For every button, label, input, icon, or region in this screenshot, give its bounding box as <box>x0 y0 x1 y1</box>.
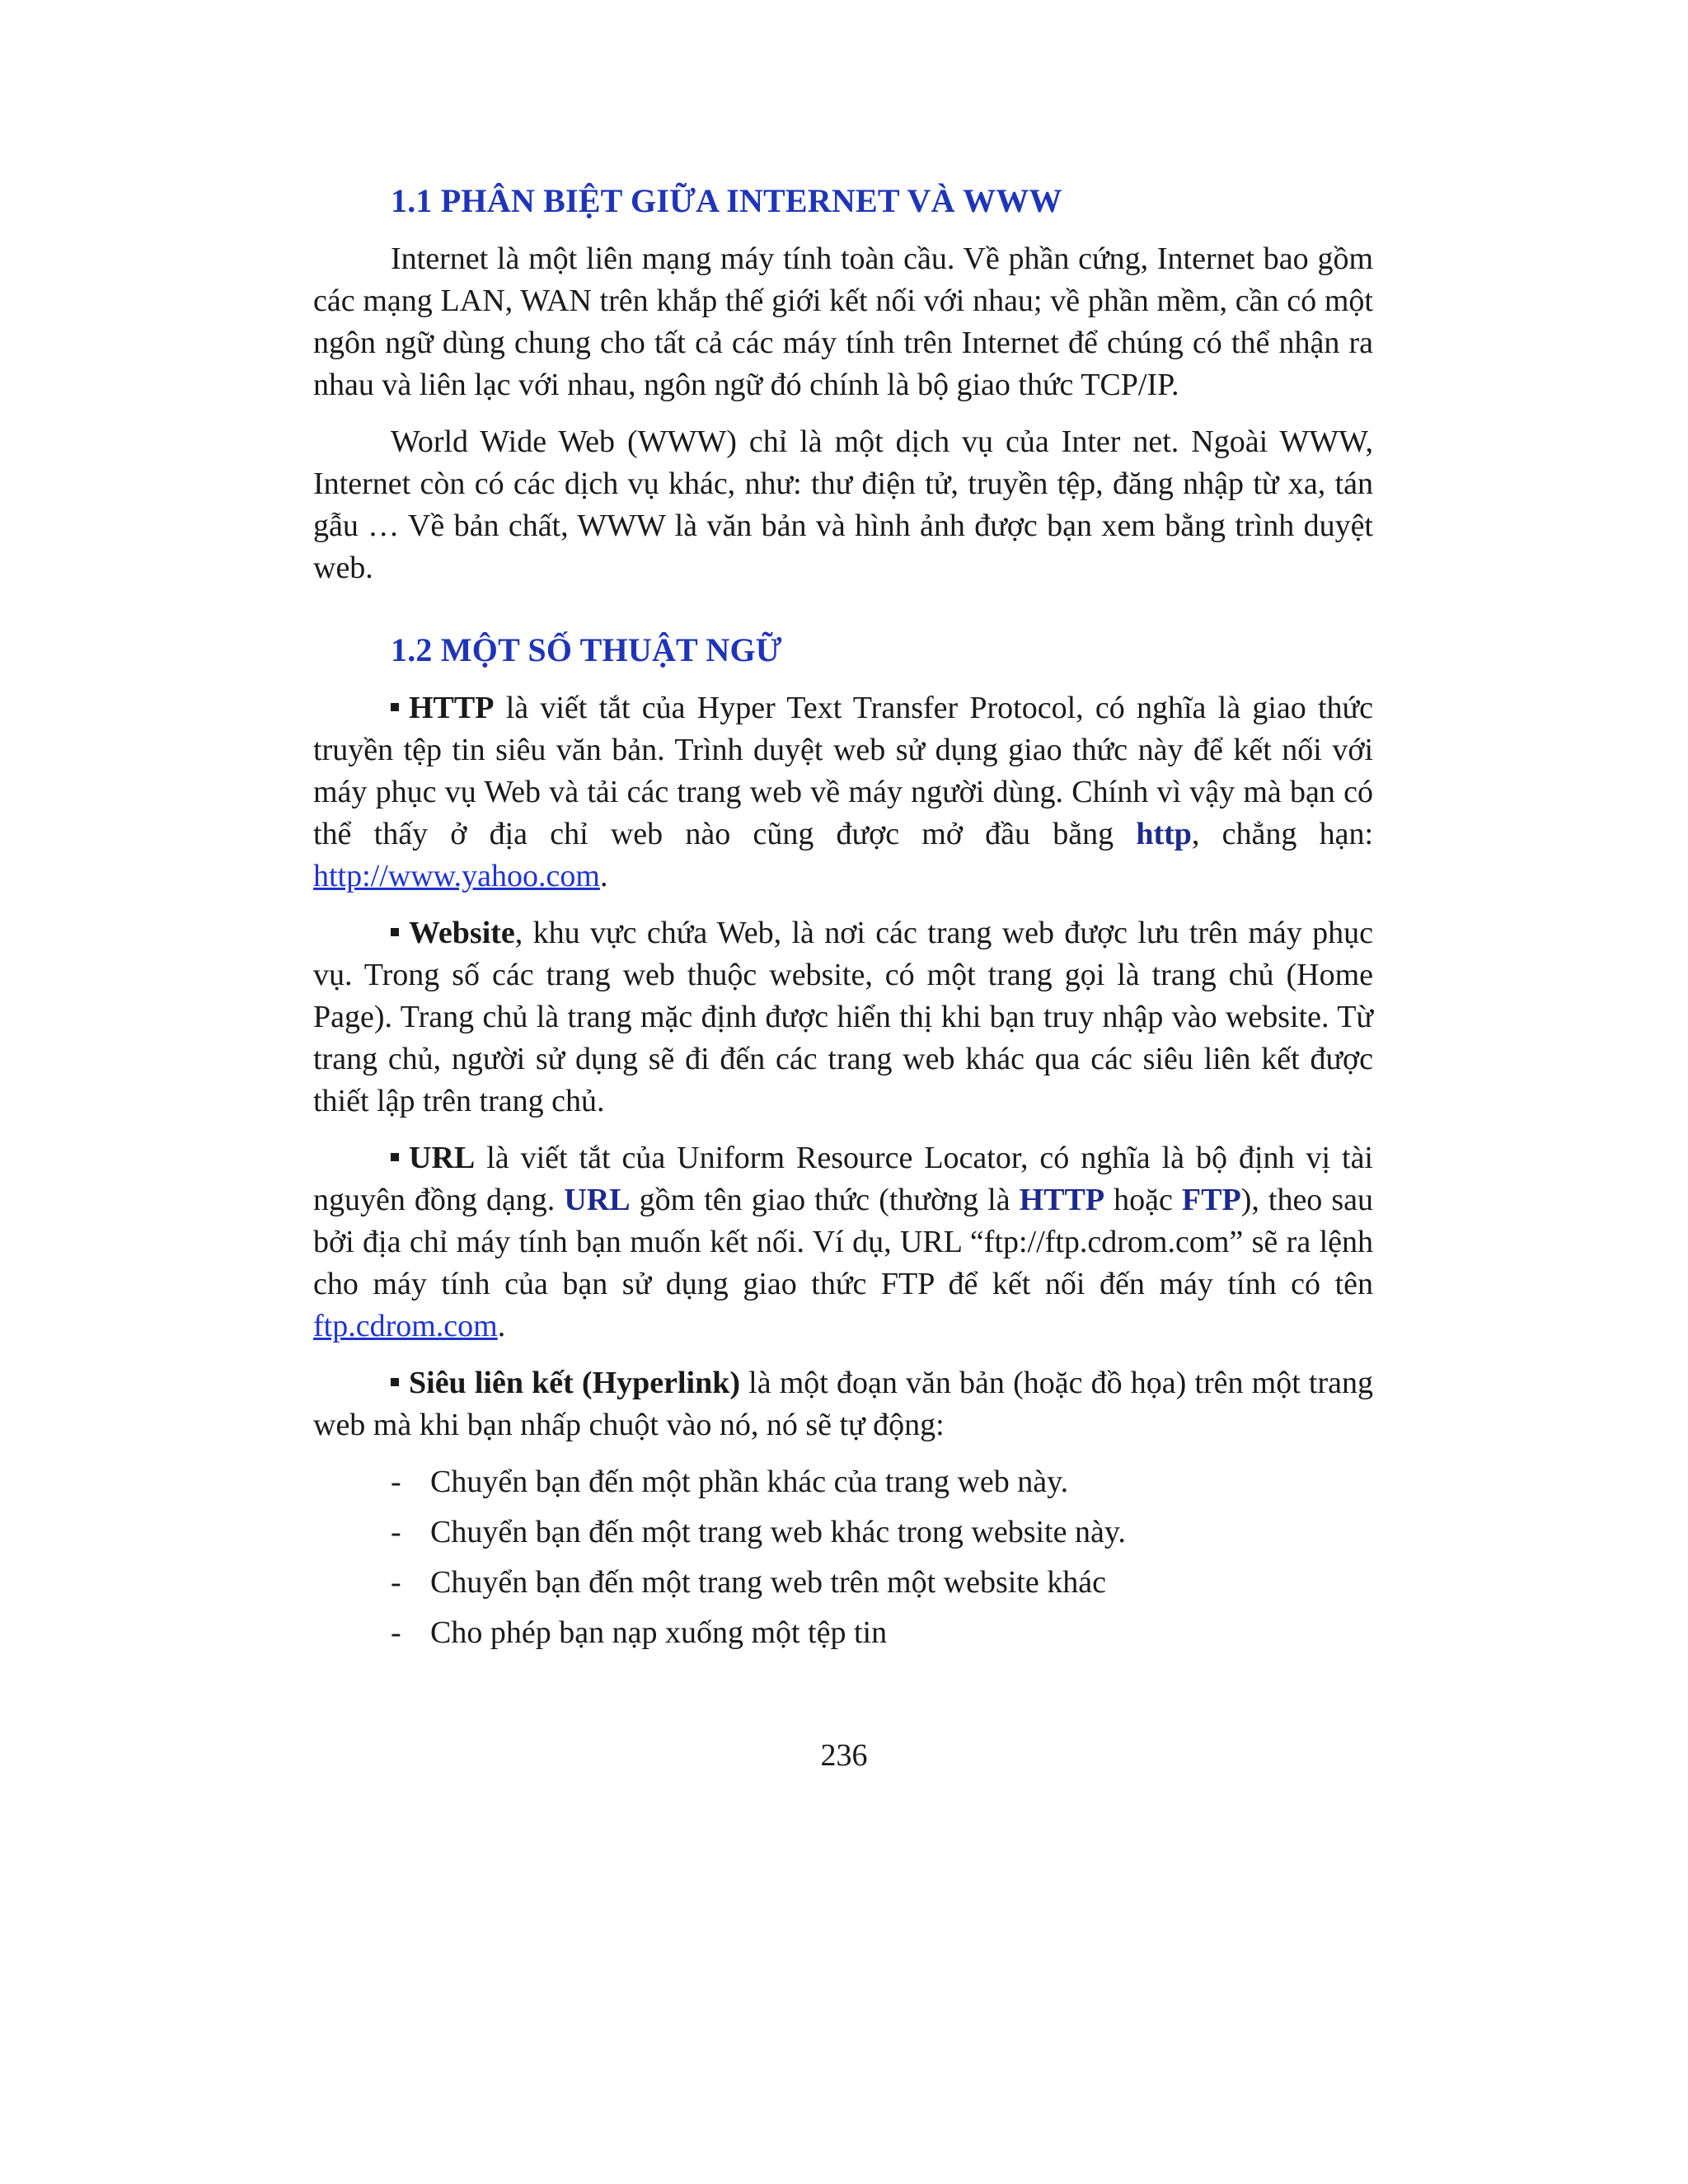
http-text-a: là viết tắt của Hyper Text Transfer Protocol, có nghĩa là giao thức truyền tệp tin siêu văn bản. Trình duyệt web sử dụng giao thức này để kết nối với máy phục vụ Web và tải các trang web về máy người dùng. Chính vì vậy mà bạn có thể thấy ở địa chỉ web nào cũng được mở đầu bằng <box>313 691 1373 851</box>
yahoo-link[interactable]: http://www.yahoo.com <box>313 859 600 893</box>
square-bullet-icon <box>391 928 399 936</box>
square-bullet-icon <box>391 1378 399 1386</box>
dash-bullet-icon: - <box>391 1515 401 1549</box>
term-url: URL <box>409 1141 476 1175</box>
section-heading-1: 1.1 PHÂN BIỆT GIỮA INTERNET VÀ WWW <box>391 182 1062 219</box>
list-item: - Chuyển bạn đến một trang web trên một website khác <box>391 1562 1373 1604</box>
square-bullet-icon <box>391 703 399 711</box>
keyword-http-upper: HTTP <box>1019 1183 1105 1217</box>
dash-bullet-icon: - <box>391 1615 401 1650</box>
section-heading-2: 1.2 MỘT SỐ THUẬT NGỮ <box>391 631 782 668</box>
url-text-b: gồm tên giao thức (thường là <box>630 1183 1020 1217</box>
page-number: 236 <box>820 1738 868 1773</box>
hyperlink-text: là một đoạn văn bản (hoặc đồ họa) trên một trang web mà khi bạn nhấp chuột vào nó, nó sẽ tự động: <box>313 1366 1373 1442</box>
paragraph-website <box>313 912 1373 1122</box>
paragraph-hyperlink <box>313 1362 1373 1446</box>
term-website: Website <box>409 916 515 950</box>
list-item: - Chuyển bạn đến một trang web khác trong website này. <box>391 1511 1373 1554</box>
keyword-http: http <box>1136 817 1192 851</box>
ftp-cdrom-link[interactable]: ftp.cdrom.com <box>313 1309 498 1343</box>
url-text-a: là viết tắt của Uniform Resource Locator, có nghĩa là bộ định vị tài nguyên đồng dạng. <box>313 1141 1373 1217</box>
term-http: HTTP <box>409 691 495 725</box>
dash-bullet-icon: - <box>391 1565 401 1600</box>
url-text-d: ), theo sau bởi địa chỉ máy tính bạn muốn kết nối. Ví dụ, URL “ftp://ftp.cdrom.com” sẽ ra lệnh cho máy tính của bạn sử dụng giao thức FTP để kết nối đến máy tính có tên <box>313 1183 1373 1301</box>
url-text-c: hoặc <box>1104 1183 1182 1217</box>
keyword-url: URL <box>564 1183 631 1217</box>
hyperlink-actions-list <box>313 1461 1373 1654</box>
paragraph-internet: Internet là một liên mạng máy tính toàn cầu. Về phần cứng, Internet bao gồm các mạng LAN, WAN trên khắp thế giới kết nối với nhau; về phần mềm, cần có một ngôn ngữ dùng chung cho tất cả các máy tính trên Internet để chúng có thể nhận ra nhau và liên lạc với nhau, ngôn ngữ đó chính là bộ giao thức TCP/IP. <box>313 241 1373 402</box>
website-text: , khu vực chứa Web, là nơi các trang web được lưu trên máy phục vụ. Trong số các trang web thuộc website, có một trang gọi là trang chủ (Home Page). Trang chủ là trang mặc định được hiển thị khi bạn truy nhập vào website. Từ trang chủ, người sử dụng sẽ đi đến các trang web khác qua các siêu liên kết được thiết lập trên trang chủ. <box>313 916 1373 1118</box>
list-item: - Cho phép bạn nạp xuống một tệp tin <box>391 1612 1373 1654</box>
list-item: - Chuyển bạn đến một phần khác của trang web này. <box>391 1461 1373 1503</box>
http-text-c: . <box>599 859 608 893</box>
http-text-b: , chẳng hạn: <box>1191 817 1374 851</box>
document-page <box>313 181 1373 1662</box>
paragraph-url <box>313 1137 1373 1347</box>
dash-bullet-icon: - <box>391 1465 401 1499</box>
url-text-e: . <box>497 1309 506 1343</box>
square-bullet-icon <box>391 1153 399 1161</box>
term-hyperlink: Siêu liên kết (Hyperlink) <box>409 1366 741 1400</box>
paragraph-http <box>313 687 1373 898</box>
keyword-ftp: FTP <box>1181 1183 1241 1217</box>
paragraph-www: World Wide Web (WWW) chỉ là một dịch vụ của Inter net. Ngoài WWW, Internet còn có các dịch vụ khác, như: thư điện tử, truyền tệp, đăng nhập từ xa, tán gẫu … Về bản chất, WWW là văn bản và hình ảnh được bạn xem bằng trình duyệt web. <box>313 424 1373 585</box>
